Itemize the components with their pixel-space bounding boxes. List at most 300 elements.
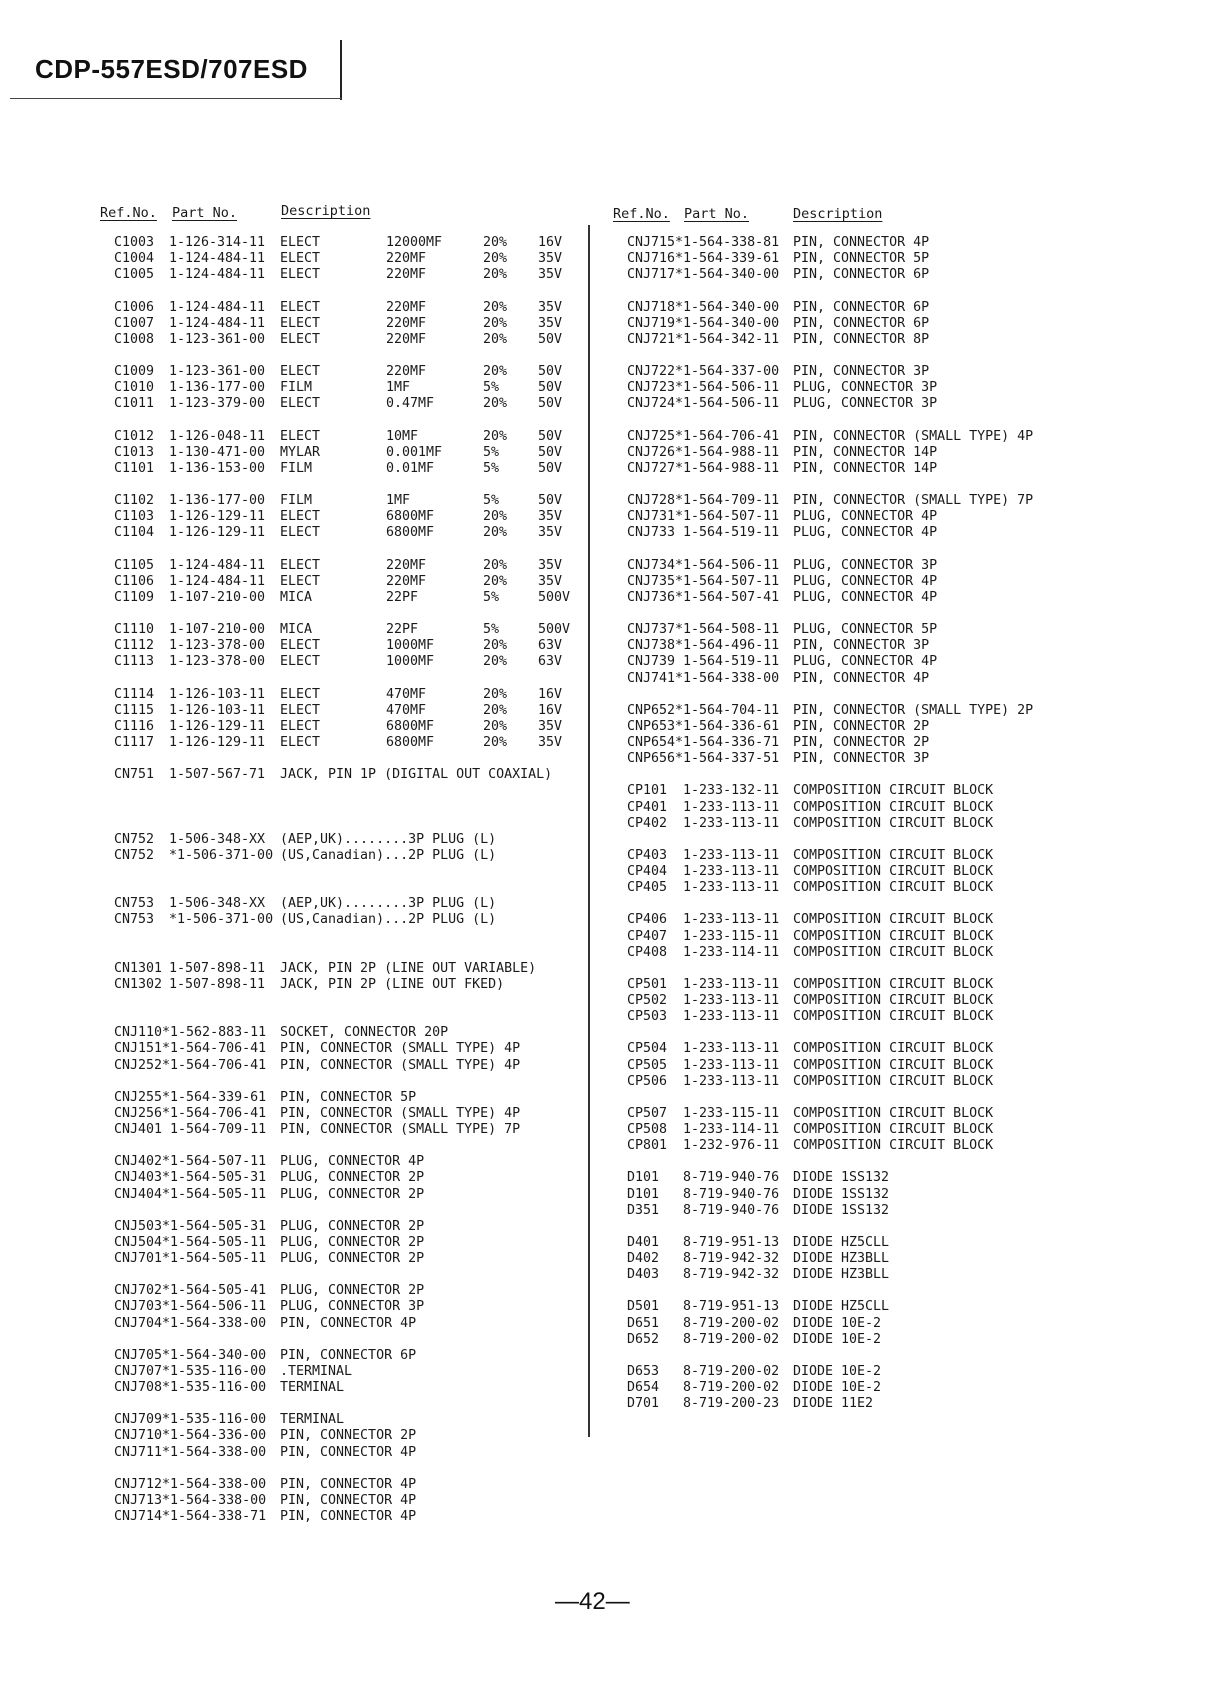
part-row	[627, 1058, 1087, 1074]
part-desc: PLUG, CONNECTOR 2P	[280, 1251, 425, 1267]
part-ref: CNJ721*1-564-342-11	[627, 331, 780, 347]
part-val: 10MF	[386, 428, 419, 444]
parts-group	[627, 912, 1087, 961]
part-ref: CNP653*1-564-336-61	[627, 718, 780, 734]
part-row	[114, 1477, 574, 1493]
part-ref: CP406 1-233-113-11	[627, 912, 780, 928]
part-desc: PIN, CONNECTOR 2P	[793, 718, 930, 734]
part-ref: CNJ724*1-564-506-11	[627, 396, 780, 412]
part-desc: DIODE 1SS132	[793, 1202, 890, 1218]
part-desc: TERMINAL	[280, 1412, 345, 1428]
part-volt: 35V	[538, 735, 563, 751]
part-part: 1-126-048-11	[169, 428, 266, 444]
part-ref: C1110	[114, 622, 155, 637]
part-desc: (AEP,UK)........3P PLUG (L)	[280, 896, 497, 912]
part-desc: DIODE HZ5CLL	[793, 1234, 890, 1250]
parts-group	[114, 1283, 574, 1332]
part-ref: C1006	[114, 299, 155, 315]
part-tol: 20%	[483, 331, 508, 347]
part-desc: COMPOSITION CIRCUIT BLOCK	[793, 1041, 994, 1057]
parts-group	[627, 1106, 1087, 1155]
part-desc: ELECT	[280, 686, 321, 702]
part-desc: ELECT	[280, 509, 321, 525]
part-ref: CNJ716*1-564-339-61	[627, 251, 780, 267]
part-desc: PLUG, CONNECTOR 4P	[793, 654, 938, 670]
part-desc: COMPOSITION CIRCUIT BLOCK	[793, 928, 994, 944]
part-row	[114, 912, 574, 928]
part-ref: D403 8-719-942-32	[627, 1267, 780, 1283]
part-ref: CNJ708*1-535-116-00	[114, 1380, 267, 1396]
part-val: 22PF	[386, 589, 419, 605]
part-ref: CN753	[114, 896, 155, 912]
part-ref: D501 8-719-951-13	[627, 1299, 780, 1315]
part-desc: PIN, CONNECTOR 4P	[280, 1444, 417, 1460]
part-row	[114, 1090, 574, 1106]
part-part: 1-506-348-XX	[169, 831, 266, 847]
part-volt: 50V	[538, 460, 563, 476]
part-volt: 50V	[538, 428, 563, 444]
part-desc: JACK, PIN 1P (DIGITAL OUT COAXIAL)	[280, 767, 553, 783]
part-desc: PIN, CONNECTOR 4P	[793, 235, 930, 250]
parts-group	[114, 429, 574, 478]
part-val: 1000MF	[386, 638, 435, 654]
part-ref: CP504 1-233-113-11	[627, 1041, 780, 1057]
part-desc: COMPOSITION CIRCUIT BLOCK	[793, 1105, 994, 1121]
part-row	[627, 800, 1087, 816]
part-ref: CNJ725*1-564-706-41	[627, 428, 780, 444]
part-desc: DIODE 10E-2	[793, 1315, 882, 1331]
part-row	[114, 703, 574, 719]
part-ref: C1008	[114, 331, 155, 347]
part-row	[114, 1348, 574, 1364]
part-ref: CNJ731*1-564-507-11	[627, 509, 780, 525]
part-desc: DIODE HZ5CLL	[793, 1299, 890, 1315]
part-row	[114, 1025, 574, 1041]
part-row	[627, 300, 1087, 316]
part-ref: C1104	[114, 525, 155, 541]
part-ref: C1115	[114, 702, 155, 718]
part-row	[114, 622, 574, 638]
part-desc: FILM	[280, 380, 313, 396]
part-ref: CP408 1-233-114-11	[627, 944, 780, 960]
part-desc: PIN, CONNECTOR 2P	[280, 1428, 417, 1444]
part-volt: 500V	[538, 589, 571, 605]
part-desc: (US,Canadian)...2P PLUG (L)	[280, 847, 497, 863]
part-desc: ELECT	[280, 702, 321, 718]
part-ref: CNJ734*1-564-506-11	[627, 557, 780, 573]
part-desc: PIN, CONNECTOR 4P	[280, 1315, 417, 1331]
part-ref: D402 8-719-942-32	[627, 1251, 780, 1267]
part-desc: PLUG, CONNECTOR 4P	[793, 589, 938, 605]
part-desc: DIODE 11E2	[793, 1396, 874, 1412]
part-volt: 35V	[538, 509, 563, 525]
part-row	[627, 638, 1087, 654]
part-desc: PIN, CONNECTOR (SMALL TYPE) 4P	[793, 428, 1034, 444]
part-row	[114, 977, 574, 993]
part-part: 1-123-361-00	[169, 331, 266, 347]
part-ref: CNJ705*1-564-340-00	[114, 1347, 267, 1363]
part-row	[114, 1154, 574, 1170]
part-part: 1-126-129-11	[169, 718, 266, 734]
part-tol: 20%	[483, 315, 508, 331]
part-row	[114, 654, 574, 670]
part-tol: 5%	[483, 444, 500, 460]
part-row	[114, 332, 574, 348]
part-val: 12000MF	[386, 235, 443, 250]
part-tol: 20%	[483, 686, 508, 702]
part-ref: CNJ728*1-564-709-11	[627, 493, 780, 508]
part-ref: CP401 1-233-113-11	[627, 799, 780, 815]
part-tol: 5%	[483, 589, 500, 605]
part-desc: ELECT	[280, 638, 321, 654]
part-ref: C1010	[114, 380, 155, 396]
part-desc: ELECT	[280, 315, 321, 331]
page-number: —42—	[555, 1588, 630, 1615]
part-val: 0.01MF	[386, 460, 435, 476]
part-ref: C1116	[114, 718, 155, 734]
part-desc: ELECT	[280, 525, 321, 541]
part-row	[114, 735, 574, 751]
part-tol: 20%	[483, 557, 508, 573]
part-volt: 35V	[538, 299, 563, 315]
part-row	[627, 316, 1087, 332]
part-desc: PLUG, CONNECTOR 2P	[280, 1170, 425, 1186]
part-tol: 20%	[483, 638, 508, 654]
part-ref: CNJ727*1-564-988-11	[627, 460, 780, 476]
part-row	[627, 912, 1087, 928]
part-tol: 20%	[483, 718, 508, 734]
parts-group	[114, 832, 574, 864]
part-ref: C1114	[114, 686, 155, 702]
part-ref: C1011	[114, 396, 155, 412]
part-part: 1-124-484-11	[169, 557, 266, 573]
part-row	[627, 945, 1087, 961]
part-row	[627, 671, 1087, 687]
part-desc: COMPOSITION CIRCUIT BLOCK	[793, 783, 994, 799]
part-desc: COMPOSITION CIRCUIT BLOCK	[793, 976, 994, 992]
part-ref: C1113	[114, 654, 155, 670]
part-row	[114, 896, 574, 912]
left-desc-heading: Description	[281, 203, 371, 219]
part-desc: PIN, CONNECTOR 4P	[793, 670, 930, 686]
part-desc: ELECT	[280, 654, 321, 670]
part-part: 1-126-314-11	[169, 235, 266, 250]
parts-group	[627, 1041, 1087, 1090]
part-val: 22PF	[386, 622, 419, 637]
part-ref: CP404 1-233-113-11	[627, 864, 780, 880]
part-row	[114, 380, 574, 396]
part-desc: PIN, CONNECTOR 6P	[280, 1347, 417, 1363]
part-desc: ELECT	[280, 331, 321, 347]
part-ref: CNJ703*1-564-506-11	[114, 1299, 267, 1315]
part-ref: CP503 1-233-113-11	[627, 1009, 780, 1025]
part-row	[114, 1219, 574, 1235]
part-volt: 50V	[538, 331, 563, 347]
part-volt: 50V	[538, 396, 563, 412]
part-tol: 5%	[483, 380, 500, 396]
part-desc: COMPOSITION CIRCUIT BLOCK	[793, 1138, 994, 1154]
part-val: 220MF	[386, 364, 427, 379]
part-row	[114, 832, 574, 848]
part-ref: C1005	[114, 267, 155, 283]
part-ref: CNJ110*1-562-883-11	[114, 1025, 267, 1041]
part-desc: FILM	[280, 460, 313, 476]
part-ref: CNJ718*1-564-340-00	[627, 299, 780, 315]
part-ref: C1106	[114, 573, 155, 589]
part-tol: 20%	[483, 235, 508, 250]
part-row	[114, 1299, 574, 1315]
part-ref: CNJ403*1-564-505-31	[114, 1170, 267, 1186]
part-ref: CNJ726*1-564-988-11	[627, 444, 780, 460]
parts-group	[114, 1412, 574, 1461]
part-row	[627, 719, 1087, 735]
part-ref: C1003	[114, 235, 155, 250]
part-ref: CNJ252*1-564-706-41	[114, 1057, 267, 1073]
part-row	[114, 590, 574, 606]
part-desc: COMPOSITION CIRCUIT BLOCK	[793, 944, 994, 960]
part-part: 1-507-898-11	[169, 976, 266, 992]
part-part: 1-124-484-11	[169, 251, 266, 267]
part-val: 220MF	[386, 315, 427, 331]
part-ref: CP508 1-233-114-11	[627, 1122, 780, 1138]
part-part: 1-123-378-00	[169, 654, 266, 670]
part-row	[627, 493, 1087, 509]
part-volt: 16V	[538, 235, 563, 250]
part-val: 1MF	[386, 493, 411, 508]
part-ref: CNJ503*1-564-505-31	[114, 1218, 267, 1234]
part-row	[114, 1316, 574, 1332]
part-ref: CP403 1-233-113-11	[627, 847, 780, 863]
part-desc: COMPOSITION CIRCUIT BLOCK	[793, 1057, 994, 1073]
part-row	[114, 461, 574, 477]
part-desc: PLUG, CONNECTOR 3P	[793, 557, 938, 573]
part-row	[627, 332, 1087, 348]
parts-group	[627, 1299, 1087, 1348]
part-desc: PIN, CONNECTOR (SMALL TYPE) 2P	[793, 702, 1034, 718]
parts-group	[627, 783, 1087, 832]
part-desc: (AEP,UK)........3P PLUG (L)	[280, 831, 497, 847]
part-val: 6800MF	[386, 735, 435, 751]
part-row	[114, 1170, 574, 1186]
part-part: 1-130-471-00	[169, 444, 266, 460]
part-desc: DIODE 10E-2	[793, 1380, 882, 1396]
part-desc: COMPOSITION CIRCUIT BLOCK	[793, 880, 994, 896]
part-volt: 50V	[538, 380, 563, 396]
part-desc: PIN, CONNECTOR (SMALL TYPE) 4P	[280, 1105, 521, 1121]
part-part: 1-123-378-00	[169, 638, 266, 654]
part-row	[627, 929, 1087, 945]
part-row	[627, 380, 1087, 396]
part-val: 220MF	[386, 557, 427, 573]
part-ref: C1102	[114, 493, 155, 508]
part-ref: CNJ504*1-564-505-11	[114, 1234, 267, 1250]
part-row	[627, 864, 1087, 880]
part-row	[114, 267, 574, 283]
part-volt: 35V	[538, 315, 563, 331]
part-desc: MICA	[280, 622, 313, 637]
part-val: 6800MF	[386, 718, 435, 734]
part-desc: COMPOSITION CIRCUIT BLOCK	[793, 847, 994, 863]
parts-group	[114, 493, 574, 542]
part-desc: PIN, CONNECTOR (SMALL TYPE) 7P	[280, 1122, 521, 1138]
part-ref: CNJ736*1-564-507-41	[627, 589, 780, 605]
part-row	[627, 558, 1087, 574]
part-ref: CNJ707*1-535-116-00	[114, 1363, 267, 1379]
part-row	[627, 509, 1087, 525]
part-part: 1-136-153-00	[169, 460, 266, 476]
parts-group	[627, 703, 1087, 768]
part-ref: CN752	[114, 847, 155, 863]
part-ref: CNP652*1-564-704-11	[627, 702, 780, 718]
part-ref: D101 8-719-940-76	[627, 1186, 780, 1202]
part-ref: D652 8-719-200-02	[627, 1331, 780, 1347]
part-row	[627, 1332, 1087, 1348]
part-row	[114, 445, 574, 461]
part-ref: CNJ717*1-564-340-00	[627, 267, 780, 283]
part-row	[627, 1203, 1087, 1219]
part-row	[627, 1074, 1087, 1090]
part-part: 1-136-177-00	[169, 493, 266, 508]
part-row	[114, 767, 574, 783]
part-row	[627, 525, 1087, 541]
left-ref-heading: Ref.No.	[100, 205, 157, 221]
part-ref: C1101	[114, 460, 155, 476]
part-desc: MYLAR	[280, 444, 321, 460]
part-ref: D101 8-719-940-76	[627, 1170, 780, 1186]
part-ref: CNJ710*1-564-336-00	[114, 1428, 267, 1444]
parts-group	[114, 235, 574, 284]
part-val: 1MF	[386, 380, 411, 396]
part-row	[114, 1251, 574, 1267]
part-desc: COMPOSITION CIRCUIT BLOCK	[793, 799, 994, 815]
part-desc: ELECT	[280, 573, 321, 589]
parts-group	[627, 235, 1087, 284]
column-divider	[588, 225, 590, 1437]
part-ref: CNJ723*1-564-506-11	[627, 380, 780, 396]
part-row	[114, 509, 574, 525]
part-desc: PLUG, CONNECTOR 2P	[280, 1234, 425, 1250]
part-desc: (US,Canadian)...2P PLUG (L)	[280, 912, 497, 928]
part-ref: CNJ713*1-564-338-00	[114, 1492, 267, 1508]
part-desc: PIN, CONNECTOR 4P	[280, 1476, 417, 1492]
part-val: 0.47MF	[386, 396, 435, 412]
part-row	[627, 1009, 1087, 1025]
part-ref: CP501 1-233-113-11	[627, 976, 780, 992]
part-desc: ELECT	[280, 235, 321, 250]
part-desc: PIN, CONNECTOR 6P	[793, 315, 930, 331]
part-row	[114, 1445, 574, 1461]
part-row	[114, 1041, 574, 1057]
part-desc: ELECT	[280, 396, 321, 412]
part-tol: 5%	[483, 460, 500, 476]
part-tol: 20%	[483, 396, 508, 412]
part-ref: D351 8-719-940-76	[627, 1202, 780, 1218]
part-row	[114, 525, 574, 541]
part-ref: CNJ151*1-564-706-41	[114, 1041, 267, 1057]
parts-group	[114, 300, 574, 349]
part-part: 1-124-484-11	[169, 315, 266, 331]
part-tol: 20%	[483, 299, 508, 315]
part-row	[627, 445, 1087, 461]
part-ref: C1117	[114, 735, 155, 751]
part-tol: 20%	[483, 654, 508, 670]
part-row	[114, 1235, 574, 1251]
part-volt: 16V	[538, 702, 563, 718]
part-tol: 20%	[483, 251, 508, 267]
part-desc: PIN, CONNECTOR 5P	[280, 1089, 417, 1105]
part-ref: CNP656*1-564-337-51	[627, 751, 780, 767]
part-part: 1-124-484-11	[169, 267, 266, 283]
part-ref: CP101 1-233-132-11	[627, 783, 780, 799]
part-desc: FILM	[280, 493, 313, 508]
part-row	[114, 1428, 574, 1444]
part-part: 1-126-129-11	[169, 525, 266, 541]
part-desc: PIN, CONNECTOR 3P	[793, 751, 930, 767]
part-desc: DIODE HZ3BLL	[793, 1267, 890, 1283]
part-ref: CP801 1-232-976-11	[627, 1138, 780, 1154]
part-val: 470MF	[386, 686, 427, 702]
part-ref: C1105	[114, 557, 155, 573]
part-ref: CNJ709*1-535-116-00	[114, 1412, 267, 1428]
part-val: 220MF	[386, 573, 427, 589]
part-row	[627, 622, 1087, 638]
part-ref: CNJ714*1-564-338-71	[114, 1509, 267, 1525]
part-desc: SOCKET, CONNECTOR 20P	[280, 1025, 449, 1041]
part-desc: PLUG, CONNECTOR 2P	[280, 1186, 425, 1202]
part-desc: PIN, CONNECTOR 2P	[793, 735, 930, 751]
parts-group	[627, 622, 1087, 687]
parts-group	[627, 300, 1087, 349]
part-desc: COMPOSITION CIRCUIT BLOCK	[793, 912, 994, 928]
header-divider-vertical	[340, 40, 342, 100]
parts-group	[114, 961, 574, 993]
part-row	[627, 396, 1087, 412]
part-desc: DIODE 10E-2	[793, 1363, 882, 1379]
part-ref: CNJ255*1-564-339-61	[114, 1089, 267, 1105]
part-ref: CP506 1-233-113-11	[627, 1073, 780, 1089]
part-row	[627, 267, 1087, 283]
part-ref: D701 8-719-200-23	[627, 1396, 780, 1412]
part-row	[627, 1187, 1087, 1203]
part-row	[114, 1509, 574, 1525]
part-row	[627, 1299, 1087, 1315]
part-row	[627, 574, 1087, 590]
part-part: 1-107-210-00	[169, 589, 266, 605]
part-ref: CNJ715*1-564-338-81	[627, 235, 780, 250]
part-tol: 20%	[483, 267, 508, 283]
part-part: 1-107-210-00	[169, 622, 266, 637]
part-part: *1-506-371-00	[169, 847, 274, 863]
part-val: 1000MF	[386, 654, 435, 670]
parts-group	[114, 687, 574, 752]
parts-group	[114, 1025, 574, 1074]
right-desc-heading: Description	[793, 206, 883, 222]
part-desc: MICA	[280, 589, 313, 605]
part-ref: C1004	[114, 251, 155, 267]
part-desc: ELECT	[280, 428, 321, 444]
part-ref: C1112	[114, 638, 155, 654]
part-desc: ELECT	[280, 718, 321, 734]
part-part: 1-126-129-11	[169, 509, 266, 525]
part-val: 0.001MF	[386, 444, 443, 460]
parts-group	[114, 1154, 574, 1203]
part-val: 6800MF	[386, 525, 435, 541]
part-desc: PLUG, CONNECTOR 4P	[793, 525, 938, 541]
part-row	[114, 396, 574, 412]
right-ref-heading: Ref.No.	[613, 206, 670, 222]
part-tol: 20%	[483, 428, 508, 444]
part-ref: CNJ712*1-564-338-00	[114, 1476, 267, 1492]
